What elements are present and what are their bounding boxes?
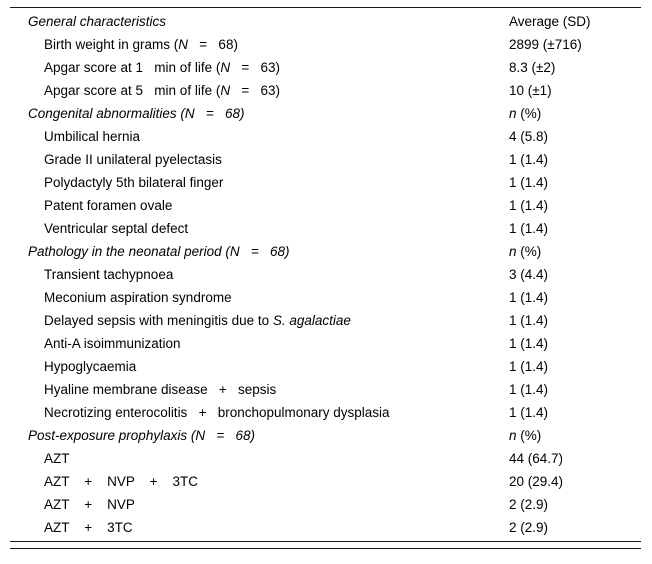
text-segment: = 68) bbox=[188, 37, 238, 52]
text-segment: Transient tachypnoea bbox=[44, 267, 174, 282]
row-label bbox=[10, 83, 509, 98]
row-label bbox=[10, 336, 509, 351]
text-segment: Hyaline membrane disease + sepsis bbox=[44, 382, 277, 397]
table-bottom-rule-2 bbox=[10, 548, 641, 549]
text-segment: = 63) bbox=[230, 60, 280, 75]
row-value bbox=[509, 106, 641, 121]
italic-text-segment: S. agalactiae bbox=[272, 313, 351, 328]
table-row bbox=[10, 286, 641, 309]
italic-text-segment: n bbox=[509, 428, 517, 443]
row-label bbox=[10, 37, 509, 52]
text-segment: 2899 (±716) bbox=[509, 37, 582, 52]
text-segment: 2 (2.9) bbox=[509, 520, 549, 535]
text-segment: 1 (1.4) bbox=[509, 313, 549, 328]
characteristics-table bbox=[10, 7, 641, 549]
table-row bbox=[10, 194, 641, 217]
italic-text-segment: N bbox=[178, 37, 189, 52]
table-section-row bbox=[10, 10, 641, 33]
table-row bbox=[10, 171, 641, 194]
table-row bbox=[10, 56, 641, 79]
text-segment: 4 (5.8) bbox=[509, 129, 549, 144]
text-segment: 44 (64.7) bbox=[509, 451, 564, 466]
text-segment: Delayed sepsis with meningitis due to bbox=[44, 313, 273, 328]
row-value bbox=[509, 14, 641, 29]
table-row bbox=[10, 378, 641, 401]
italic-text-segment: N bbox=[220, 60, 231, 75]
row-label bbox=[10, 520, 509, 535]
text-segment: Apgar score at 5 min of life ( bbox=[44, 83, 221, 98]
italic-text-segment: N bbox=[220, 83, 231, 98]
italic-text-segment: Post-exposure prophylaxis (N = 68) bbox=[28, 428, 255, 443]
text-segment: 1 (1.4) bbox=[509, 198, 549, 213]
text-segment: Birth weight in grams ( bbox=[44, 37, 179, 52]
row-label bbox=[10, 106, 509, 121]
row-value bbox=[509, 244, 641, 259]
table-bottom-rule bbox=[10, 541, 641, 542]
table-row bbox=[10, 309, 641, 332]
row-label bbox=[10, 267, 509, 282]
text-segment: 1 (1.4) bbox=[509, 382, 549, 397]
italic-text-segment: n bbox=[509, 244, 517, 259]
table-row bbox=[10, 125, 641, 148]
text-segment: 1 (1.4) bbox=[509, 152, 549, 167]
text-segment: 2 (2.9) bbox=[509, 497, 549, 512]
text-segment: Apgar score at 1 min of life ( bbox=[44, 60, 221, 75]
table-row bbox=[10, 516, 641, 539]
text-segment: = 63) bbox=[230, 83, 280, 98]
text-segment: (%) bbox=[516, 106, 542, 121]
table-row bbox=[10, 470, 641, 493]
text-segment: Necrotizing enterocolitis + bronchopulmonary dysplasia bbox=[44, 405, 390, 420]
row-value bbox=[509, 198, 641, 213]
text-segment: Hypoglycaemia bbox=[44, 359, 137, 374]
table-row bbox=[10, 148, 641, 171]
row-label bbox=[10, 129, 509, 144]
table-row bbox=[10, 33, 641, 56]
italic-text-segment: n bbox=[509, 106, 517, 121]
row-value bbox=[509, 497, 641, 512]
row-label bbox=[10, 152, 509, 167]
table-rows bbox=[10, 10, 641, 539]
italic-text-segment: Pathology in the neonatal period (N = 68) bbox=[28, 244, 290, 259]
table-row bbox=[10, 217, 641, 240]
row-label bbox=[10, 451, 509, 466]
table-section-row bbox=[10, 240, 641, 263]
text-segment: AZT + NVP bbox=[44, 497, 135, 512]
table-row bbox=[10, 447, 641, 470]
row-label bbox=[10, 428, 509, 443]
row-value bbox=[509, 382, 641, 397]
row-label bbox=[10, 175, 509, 190]
row-value bbox=[509, 129, 641, 144]
row-value bbox=[509, 359, 641, 374]
table-row bbox=[10, 355, 641, 378]
row-value bbox=[509, 451, 641, 466]
text-segment: (%) bbox=[516, 428, 542, 443]
text-segment: Umbilical hernia bbox=[44, 129, 141, 144]
table-row bbox=[10, 493, 641, 516]
text-segment: 1 (1.4) bbox=[509, 336, 549, 351]
row-label bbox=[10, 359, 509, 374]
row-value bbox=[509, 37, 641, 52]
table-row bbox=[10, 79, 641, 102]
row-label bbox=[10, 221, 509, 236]
text-segment: Anti-A isoimmunization bbox=[44, 336, 181, 351]
table-row bbox=[10, 401, 641, 424]
table-top-rule bbox=[10, 7, 641, 8]
row-label bbox=[10, 14, 509, 29]
row-label bbox=[10, 382, 509, 397]
row-value bbox=[509, 405, 641, 420]
text-segment: 1 (1.4) bbox=[509, 221, 549, 236]
italic-text-segment: General characteristics bbox=[28, 14, 167, 29]
row-label bbox=[10, 405, 509, 420]
italic-text-segment: Congenital abnormalities (N = 68) bbox=[28, 106, 245, 121]
row-value bbox=[509, 313, 641, 328]
text-segment: AZT + 3TC bbox=[44, 520, 133, 535]
row-value bbox=[509, 83, 641, 98]
text-segment: 1 (1.4) bbox=[509, 175, 549, 190]
row-value bbox=[509, 474, 641, 489]
row-value bbox=[509, 336, 641, 351]
text-segment: 1 (1.4) bbox=[509, 290, 549, 305]
table-section-row bbox=[10, 424, 641, 447]
text-segment: 3 (4.4) bbox=[509, 267, 549, 282]
row-label bbox=[10, 290, 509, 305]
row-value bbox=[509, 520, 641, 535]
row-value bbox=[509, 60, 641, 75]
text-segment: (%) bbox=[516, 244, 542, 259]
row-value bbox=[509, 290, 641, 305]
row-value bbox=[509, 221, 641, 236]
text-segment: AZT bbox=[44, 451, 70, 466]
row-label bbox=[10, 60, 509, 75]
text-segment: Patent foramen ovale bbox=[44, 198, 173, 213]
table-row bbox=[10, 332, 641, 355]
row-value bbox=[509, 175, 641, 190]
table-row bbox=[10, 263, 641, 286]
table-section-row bbox=[10, 102, 641, 125]
text-segment: Meconium aspiration syndrome bbox=[44, 290, 232, 305]
row-label bbox=[10, 244, 509, 259]
text-segment: 1 (1.4) bbox=[509, 405, 549, 420]
text-segment: 10 (±1) bbox=[509, 83, 552, 98]
text-segment: Grade II unilateral pyelectasis bbox=[44, 152, 222, 167]
row-value bbox=[509, 152, 641, 167]
row-label bbox=[10, 313, 509, 328]
row-label bbox=[10, 198, 509, 213]
text-segment: Ventricular septal defect bbox=[44, 221, 189, 236]
text-segment: 8.3 (±2) bbox=[509, 60, 556, 75]
row-label bbox=[10, 497, 509, 512]
row-value bbox=[509, 428, 641, 443]
text-segment: AZT + NVP + 3TC bbox=[44, 474, 199, 489]
text-segment: Average (SD) bbox=[509, 14, 591, 29]
text-segment: 1 (1.4) bbox=[509, 359, 549, 374]
row-label bbox=[10, 474, 509, 489]
text-segment: 20 (29.4) bbox=[509, 474, 564, 489]
row-value bbox=[509, 267, 641, 282]
text-segment: Polydactyly 5th bilateral finger bbox=[44, 175, 224, 190]
